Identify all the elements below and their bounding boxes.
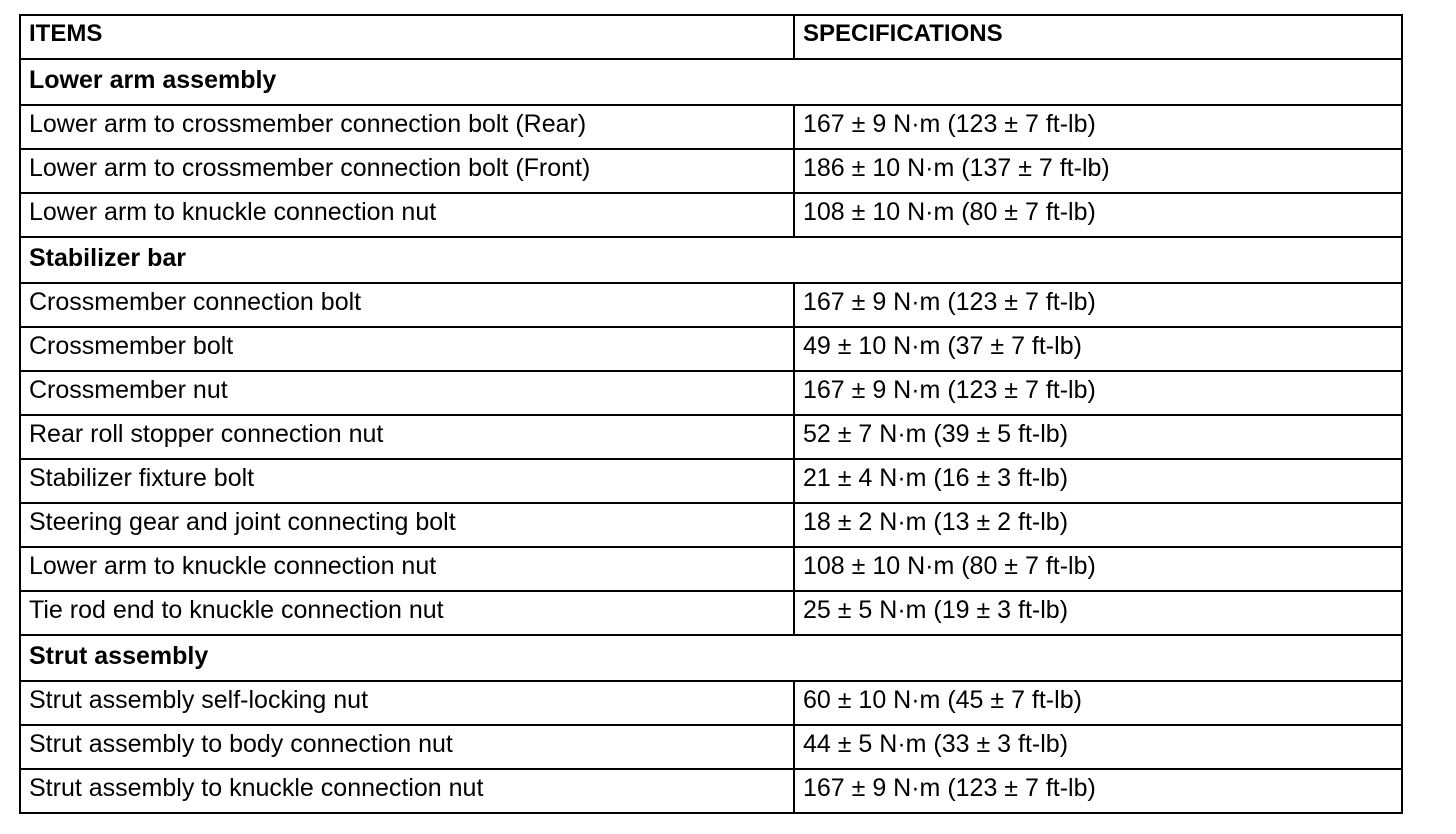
item-cell: Lower arm to knuckle connection nut xyxy=(20,547,794,591)
spec-cell: 167 ± 9 N·m (123 ± 7 ft-lb) xyxy=(794,283,1402,327)
spec-cell: 167 ± 9 N·m (123 ± 7 ft-lb) xyxy=(794,105,1402,149)
section-row xyxy=(20,635,1402,681)
item-cell: Steering gear and joint connecting bolt xyxy=(20,503,794,547)
item-cell: Rear roll stopper connection nut xyxy=(20,415,794,459)
section-row xyxy=(20,59,1402,105)
section-row xyxy=(20,237,1402,283)
spec-cell: 186 ± 10 N·m (137 ± 7 ft-lb) xyxy=(794,149,1402,193)
table-row xyxy=(20,459,1402,503)
spec-cell: 167 ± 9 N·m (123 ± 7 ft-lb) xyxy=(794,371,1402,415)
section-title: Lower arm assembly xyxy=(20,59,1402,105)
table-row xyxy=(20,591,1402,635)
table-row xyxy=(20,547,1402,591)
table-row xyxy=(20,725,1402,769)
spec-cell: 167 ± 9 N·m (123 ± 7 ft-lb) xyxy=(794,769,1402,813)
spec-cell: 18 ± 2 N·m (13 ± 2 ft-lb) xyxy=(794,503,1402,547)
spec-cell: 21 ± 4 N·m (16 ± 3 ft-lb) xyxy=(794,459,1402,503)
item-cell: Lower arm to crossmember connection bolt (Rear) xyxy=(20,105,794,149)
table-row xyxy=(20,327,1402,371)
spec-cell: 108 ± 10 N·m (80 ± 7 ft-lb) xyxy=(794,547,1402,591)
spec-cell: 52 ± 7 N·m (39 ± 5 ft-lb) xyxy=(794,415,1402,459)
spec-cell: 49 ± 10 N·m (37 ± 7 ft-lb) xyxy=(794,327,1402,371)
table-row xyxy=(20,371,1402,415)
item-cell: Lower arm to crossmember connection bolt (Front) xyxy=(20,149,794,193)
items-column-header: ITEMS xyxy=(20,15,794,59)
specifications-column-header: SPECIFICATIONS xyxy=(794,15,1402,59)
table-row xyxy=(20,149,1402,193)
item-cell: Crossmember nut xyxy=(20,371,794,415)
spec-cell: 25 ± 5 N·m (19 ± 3 ft-lb) xyxy=(794,591,1402,635)
spec-cell: 44 ± 5 N·m (33 ± 3 ft-lb) xyxy=(794,725,1402,769)
table-row xyxy=(20,193,1402,237)
item-cell: Strut assembly self-locking nut xyxy=(20,681,794,725)
item-cell: Strut assembly to body connection nut xyxy=(20,725,794,769)
section-title: Stabilizer bar xyxy=(20,237,1402,283)
table-row xyxy=(20,105,1402,149)
table-header-row xyxy=(20,15,1402,59)
table-row xyxy=(20,769,1402,813)
table-body xyxy=(20,59,1402,813)
spec-cell: 60 ± 10 N·m (45 ± 7 ft-lb) xyxy=(794,681,1402,725)
table-row xyxy=(20,415,1402,459)
item-cell: Stabilizer fixture bolt xyxy=(20,459,794,503)
item-cell: Crossmember connection bolt xyxy=(20,283,794,327)
table-row xyxy=(20,681,1402,725)
torque-spec-table xyxy=(19,14,1403,814)
section-title: Strut assembly xyxy=(20,635,1402,681)
table-row xyxy=(20,503,1402,547)
item-cell: Tie rod end to knuckle connection nut xyxy=(20,591,794,635)
spec-cell: 108 ± 10 N·m (80 ± 7 ft-lb) xyxy=(794,193,1402,237)
item-cell: Strut assembly to knuckle connection nut xyxy=(20,769,794,813)
table-row xyxy=(20,283,1402,327)
item-cell: Lower arm to knuckle connection nut xyxy=(20,193,794,237)
item-cell: Crossmember bolt xyxy=(20,327,794,371)
